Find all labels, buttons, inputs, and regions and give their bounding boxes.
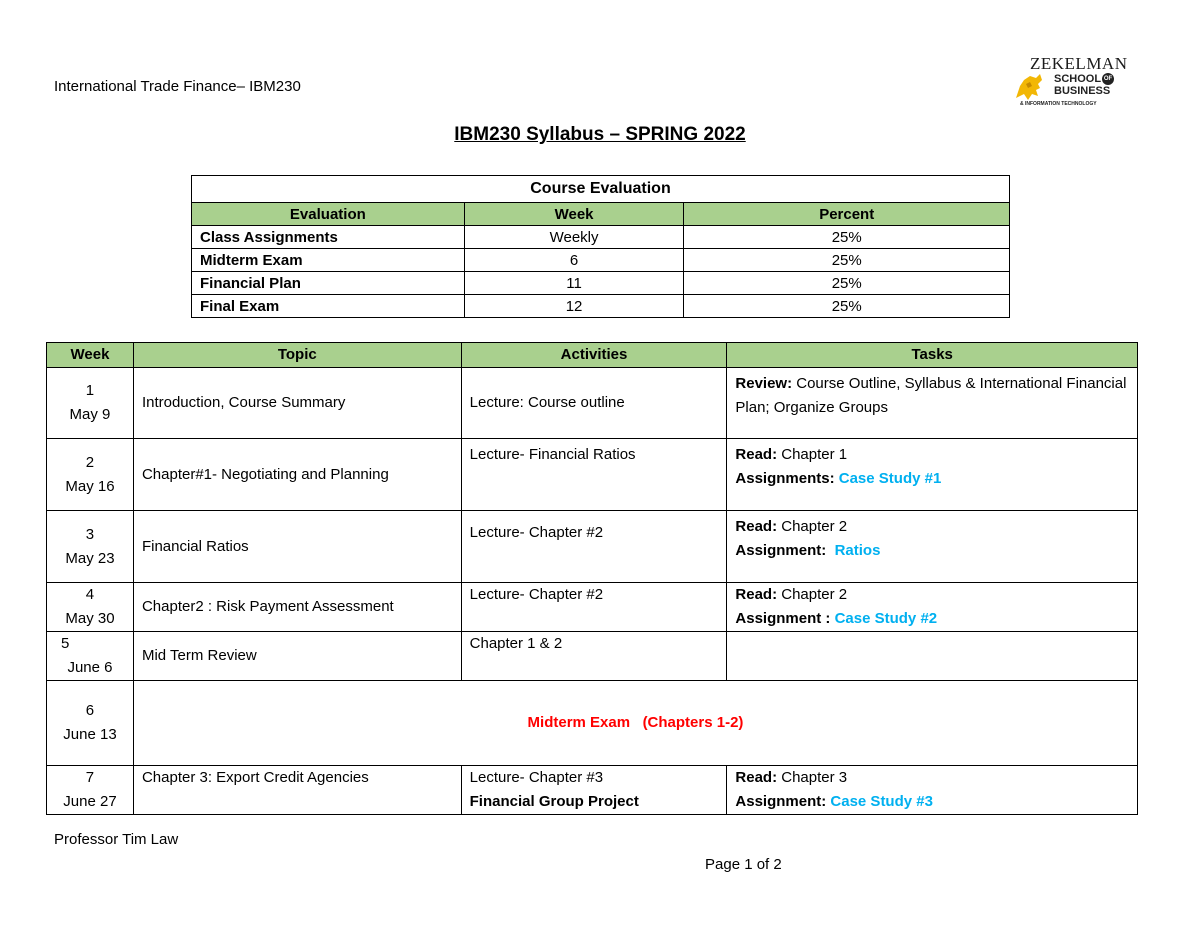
page-number: Page 1 of 2	[705, 856, 782, 873]
professor-name: Professor Tim Law	[54, 831, 179, 848]
page-title: IBM230 Syllabus – SPRING 2022	[454, 124, 746, 145]
table-row: Final Exam 12 25%	[192, 295, 1010, 318]
table-row: 5 June 6 Mid Term Review Chapter 1 & 2	[47, 632, 1138, 681]
table-row: Financial Plan 11 25%	[192, 272, 1010, 295]
table-row: 7 June 27 Chapter 3: Export Credit Agencies Lecture- Chapter #3 Financial Group Project Read: Chapter 3 Assignment: Case Study #3	[47, 766, 1138, 815]
zekelman-logo: ZEKELMAN SCHOOL OF BUSINESS & INFORMATION TECHNOLOGY	[1014, 52, 1144, 108]
table-row: Midterm Exam 6 25%	[192, 249, 1010, 272]
week-header: Week	[464, 203, 684, 226]
table-row: Class Assignments Weekly 25%	[192, 226, 1010, 249]
table-row: 6 June 13 Midterm Exam (Chapters 1-2)	[47, 681, 1138, 766]
table-row: 1 May 9 Introduction, Course Summary Lecture: Course outline Review: Course Outline, Syllabus & International Financial Plan; Organize Groups	[47, 368, 1138, 439]
percent-header: Percent	[684, 203, 1010, 226]
table-row: 4 May 30 Chapter2 : Risk Payment Assessment Lecture- Chapter #2 Read: Chapter 2 Assignment : Case Study #2	[47, 583, 1138, 632]
table-row: 2 May 16 Chapter#1- Negotiating and Planning Lecture- Financial Ratios Read: Chapter 1 Assignments: Case Study #1	[47, 439, 1138, 511]
case-study-2-link[interactable]: Case Study #2	[834, 610, 938, 627]
course-evaluation-table	[191, 175, 1010, 318]
schedule-table	[46, 342, 1138, 815]
course-header: International Trade Finance– IBM230	[54, 78, 301, 95]
lion-icon	[1014, 72, 1046, 102]
table-row: 3 May 23 Financial Ratios Lecture- Chapter #2 Read: Chapter 2 Assignment: Ratios	[47, 511, 1138, 583]
ratios-link[interactable]: Ratios	[834, 542, 881, 559]
schedule-header-row: Week Topic Activities Tasks	[47, 343, 1138, 368]
case-study-1-link[interactable]: Case Study #1	[838, 470, 942, 487]
evaluation-caption: Course Evaluation	[192, 176, 1010, 203]
midterm-exam-banner: Midterm Exam (Chapters 1-2)	[133, 681, 1137, 766]
evaluation-header: Evaluation	[192, 203, 465, 226]
case-study-3-link[interactable]: Case Study #3	[830, 793, 933, 810]
